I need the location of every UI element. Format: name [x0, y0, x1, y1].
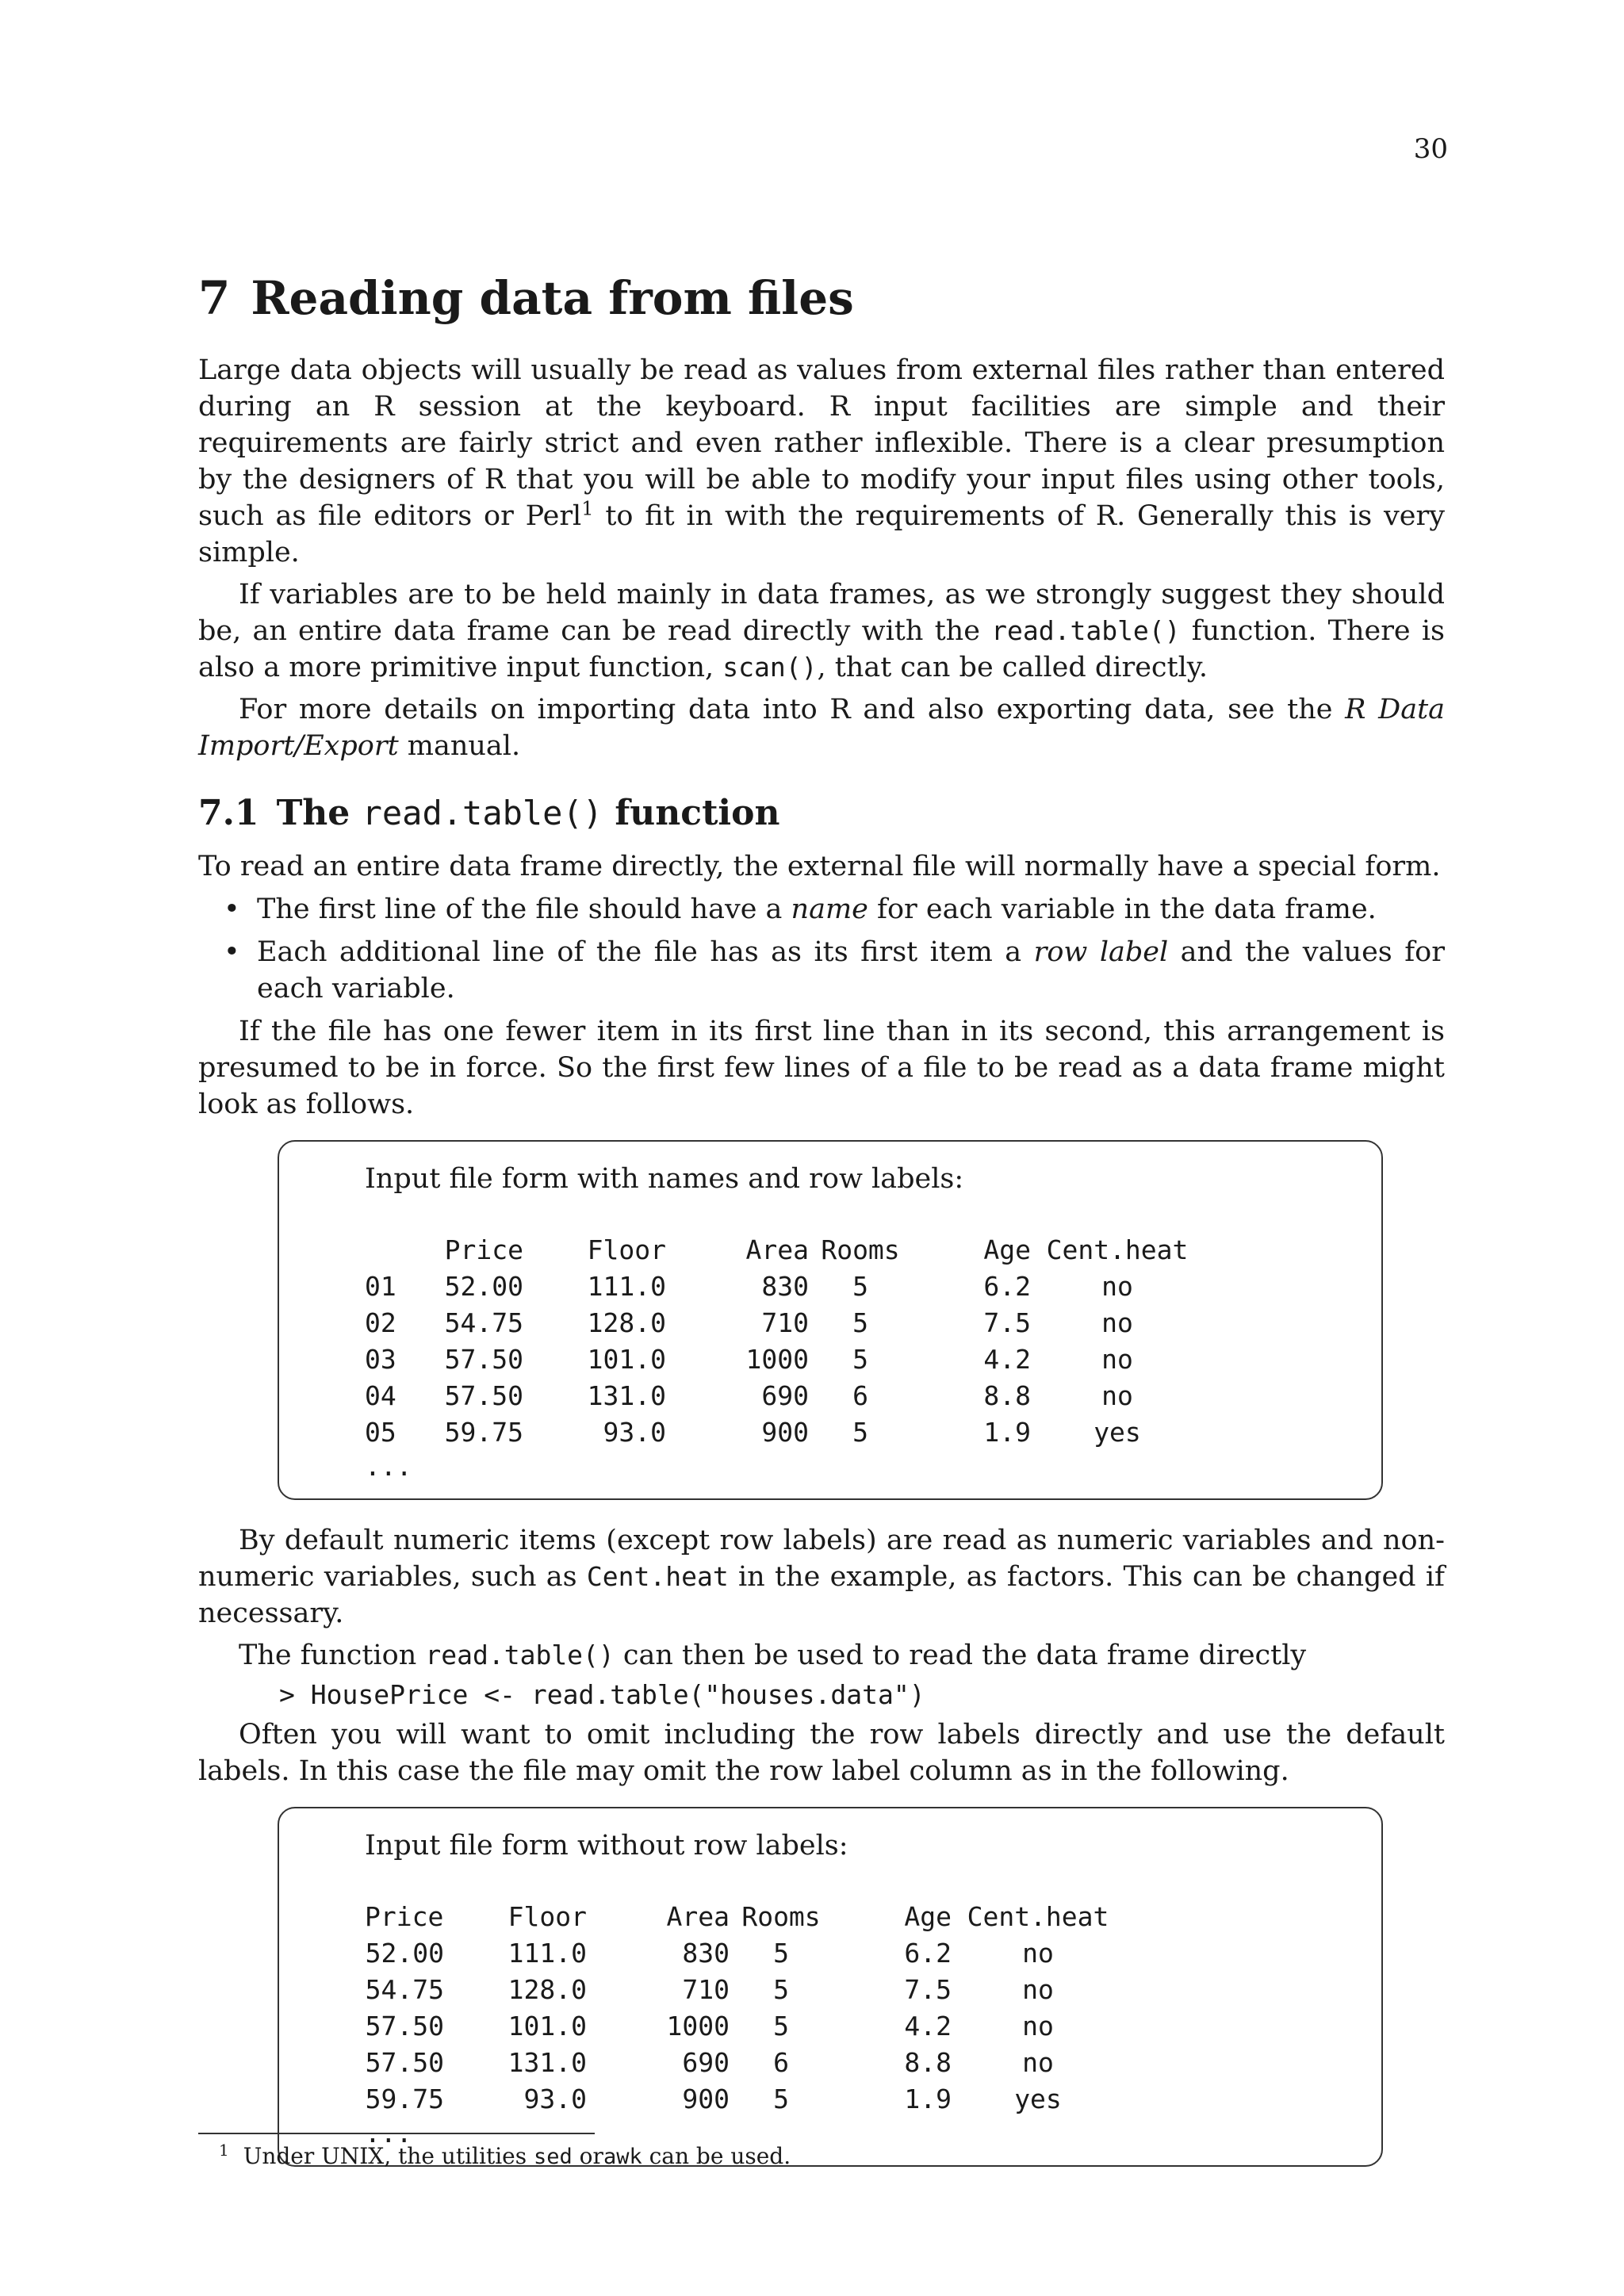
table-cell: 900 — [682, 2084, 730, 2114]
table-cell: 830 — [682, 1938, 730, 1969]
table-row — [365, 1378, 1204, 1414]
table-cell: 59.75 — [444, 1417, 523, 1448]
table-cell: 6.2 — [904, 1938, 952, 1969]
code-awk: awk — [603, 2145, 642, 2169]
paragraph-more-details — [198, 691, 1445, 764]
code-read-table: read.table() — [991, 615, 1181, 646]
text-span: can be used. — [642, 2143, 791, 2169]
table-cell: 5 — [773, 1974, 789, 2005]
header-cell — [365, 1232, 444, 1269]
table-cell: 1000 — [666, 2011, 730, 2042]
table-cell: no — [1022, 2011, 1054, 2042]
header-cell: Area — [745, 1234, 809, 1265]
header-cell: Cent.heat — [967, 1901, 1109, 1932]
table-cell: 111.0 — [587, 1271, 666, 1302]
text-span: function. There is also a more primitive input function, — [198, 615, 1445, 683]
table-ellipsis: ... — [365, 2118, 412, 2149]
text-span: The function — [239, 1640, 426, 1671]
text-span: If variables are to be held mainly in data frames, as we strongly suggest they should be, an entire data frame can be read directly with the — [198, 579, 1445, 647]
paragraph-special-form: To read an entire data frame directly, the external file will normally have a special form. — [198, 851, 1441, 882]
table-header-row — [365, 1899, 1124, 1935]
table-cell: 59.75 — [365, 2084, 444, 2114]
table-cell: no — [1022, 2047, 1054, 2078]
table-cell: 690 — [761, 1380, 809, 1411]
table-row — [365, 1341, 1204, 1378]
table-cell: 101.0 — [587, 1344, 666, 1375]
row-label: 01 — [365, 1271, 396, 1302]
table-cell: 5 — [852, 1417, 868, 1448]
table-cell: 101.0 — [508, 2011, 587, 2042]
text-span: Under UNIX, the utilities — [243, 2143, 534, 2169]
data-table-with-row-labels — [365, 1232, 1204, 1451]
header-cell: Cent.heat — [1046, 1234, 1189, 1265]
subsection-title-part: The — [276, 793, 362, 833]
table-cell: 8.8 — [983, 1380, 1031, 1411]
code-box-without-row-labels — [278, 1807, 1383, 2167]
table-cell: 5 — [852, 1344, 868, 1375]
header-cell: Rooms — [741, 1901, 821, 1932]
subsection-title-part: function — [603, 793, 780, 833]
table-ellipsis: ... — [365, 1451, 412, 1482]
box-caption: Input file form without row labels: — [365, 1830, 848, 1862]
header-cell: Rooms — [821, 1234, 900, 1265]
table-cell: 93.0 — [603, 1417, 666, 1448]
table-cell: 5 — [852, 1307, 868, 1338]
table-cell: yes — [1094, 1417, 1141, 1448]
table-cell: 131.0 — [508, 2047, 587, 2078]
bullet-list — [198, 891, 1445, 1007]
bullet-icon: • — [224, 936, 240, 968]
page-number: 30 — [1413, 133, 1448, 165]
text-span: or — [572, 2143, 603, 2169]
table-cell: 1.9 — [904, 2084, 952, 2114]
row-label: 04 — [365, 1380, 396, 1411]
row-label: 05 — [365, 1417, 396, 1448]
table-cell: 54.75 — [365, 1974, 444, 2005]
text-span: By default numeric items (except row labels) are read as numeric variables and non-numeric variables, such as — [198, 1525, 1445, 1593]
table-cell: 111.0 — [508, 1938, 587, 1969]
table-row — [365, 1935, 1124, 1972]
paragraph-arrangement: If the file has one fewer item in its first line than in its second, this arrangement is presumed to be in force. So the first few lines of a file to be read as a data frame might look as follows. — [198, 1016, 1445, 1120]
code-sed: sed — [534, 2145, 573, 2169]
manual-title: R Data Import/Export — [198, 694, 1445, 762]
table-cell: yes — [1014, 2084, 1062, 2114]
text-span: to fit in with the requirements of R. Generally this is very simple. — [198, 500, 1445, 568]
code-cent-heat: Cent.heat — [586, 1561, 729, 1592]
footnote-divider — [198, 2133, 595, 2134]
table-cell: 830 — [761, 1271, 809, 1302]
table-cell: no — [1101, 1380, 1133, 1411]
text-span: for each variable in the data frame. — [868, 894, 1377, 925]
data-table-without-row-labels — [365, 1899, 1124, 2118]
table-cell: 690 — [682, 2047, 730, 2078]
row-label: 03 — [365, 1344, 396, 1375]
subsection-heading — [198, 791, 1445, 836]
header-cell: Price — [365, 1901, 444, 1932]
table-cell: no — [1101, 1344, 1133, 1375]
table-cell: 710 — [682, 1974, 730, 2005]
table-cell: 900 — [761, 1417, 809, 1448]
table-cell: 57.50 — [365, 2011, 444, 2042]
footnote-ref[interactable]: 1 — [581, 497, 594, 520]
table-cell: 5 — [773, 2084, 789, 2114]
table-cell: no — [1022, 1938, 1054, 1969]
table-cell: 57.50 — [444, 1380, 523, 1411]
footnote — [219, 2142, 791, 2172]
table-cell: 52.00 — [444, 1271, 523, 1302]
paragraph-function-usage — [198, 1637, 1445, 1674]
table-row — [365, 1972, 1124, 2008]
code-read-table: read.table() — [425, 1640, 615, 1670]
list-item — [198, 891, 1445, 928]
paragraph-intro — [198, 352, 1445, 571]
table-cell: 1000 — [745, 1344, 809, 1375]
table-row — [365, 1414, 1204, 1451]
table-cell: 710 — [761, 1307, 809, 1338]
table-cell: 1.9 — [983, 1417, 1031, 1448]
text-span: , that can be called directly. — [817, 652, 1208, 683]
table-cell: 8.8 — [904, 2047, 952, 2078]
text-span: can then be used to read the data frame directly — [614, 1640, 1307, 1671]
section-title: Reading data from files — [251, 271, 854, 325]
table-cell: no — [1101, 1271, 1133, 1302]
box-caption: Input file form with names and row labels: — [365, 1163, 964, 1195]
subsection-number: 7.1 — [198, 793, 259, 833]
table-cell: 4.2 — [983, 1344, 1031, 1375]
table-cell: 6.2 — [983, 1271, 1031, 1302]
emphasis: row label — [1033, 936, 1169, 968]
text-span: For more details on importing data into R and also exporting data, see the — [239, 694, 1346, 725]
header-cell: Floor — [587, 1234, 666, 1265]
table-cell: no — [1101, 1307, 1133, 1338]
code-example-line: > HousePrice <- read.table("houses.data") — [279, 1679, 925, 1710]
table-row — [365, 2081, 1124, 2118]
page-content — [198, 270, 1445, 2189]
table-cell: 6 — [852, 1380, 868, 1411]
table-row — [365, 1269, 1204, 1305]
table-cell: 93.0 — [523, 2084, 587, 2114]
table-row — [365, 1305, 1204, 1341]
list-item — [198, 934, 1445, 1007]
bullet-icon: • — [224, 894, 240, 925]
text-span: in the example, as factors. This can be changed if necessary. — [198, 1561, 1445, 1629]
paragraph-default-numeric — [198, 1522, 1445, 1632]
table-cell: 128.0 — [508, 1974, 587, 2005]
table-cell: 128.0 — [587, 1307, 666, 1338]
text-span: Large data objects will usually be read as values from external files rather than entered during an R session at the keyboard. R input facilities are simple and their requirements are fairly strict and even rather inflexible. There is a clear presumption by the designers of R that you will be able to modify your input files using other tools, such as file editors or Perl — [198, 354, 1445, 532]
table-cell: 57.50 — [444, 1344, 523, 1375]
emphasis: name — [791, 894, 868, 925]
table-cell: 5 — [852, 1271, 868, 1302]
paragraph-omit-row-labels: Often you will want to omit including the row labels directly and use the default labels. In this case the file may omit the row label column as in the following. — [198, 1719, 1445, 1787]
footnote-marker: 1 — [219, 2140, 229, 2160]
table-cell: 5 — [773, 1938, 789, 1969]
text-span: Each additional line of the file has as its first item a — [257, 936, 1034, 968]
table-cell: 131.0 — [587, 1380, 666, 1411]
table-row — [365, 2045, 1124, 2081]
text-span: manual. — [398, 730, 521, 762]
text-span: and the values for each variable. — [257, 936, 1445, 1004]
table-row — [365, 2008, 1124, 2045]
table-cell: 54.75 — [444, 1307, 523, 1338]
text-span: The first line of the file should have a — [257, 894, 791, 925]
table-cell: 6 — [773, 2047, 789, 2078]
header-cell: Area — [666, 1901, 730, 1932]
table-cell: 7.5 — [904, 1974, 952, 2005]
table-cell: 7.5 — [983, 1307, 1031, 1338]
row-label: 02 — [365, 1307, 396, 1338]
section-heading — [198, 270, 1445, 327]
table-cell: 5 — [773, 2011, 789, 2042]
code-scan: scan() — [722, 652, 818, 683]
table-cell: 4.2 — [904, 2011, 952, 2042]
table-cell: no — [1022, 1974, 1054, 2005]
table-header-row — [365, 1232, 1204, 1269]
paragraph-data-frames — [198, 576, 1445, 686]
header-cell: Age — [904, 1901, 952, 1932]
subsection-title-code: read.table() — [362, 794, 603, 832]
table-cell: 57.50 — [365, 2047, 444, 2078]
header-cell: Floor — [508, 1901, 587, 1932]
table-cell: 52.00 — [365, 1938, 444, 1969]
header-cell: Age — [983, 1234, 1031, 1265]
code-box-with-row-labels — [278, 1140, 1383, 1500]
header-cell: Price — [444, 1234, 523, 1265]
section-number: 7 — [198, 271, 231, 325]
